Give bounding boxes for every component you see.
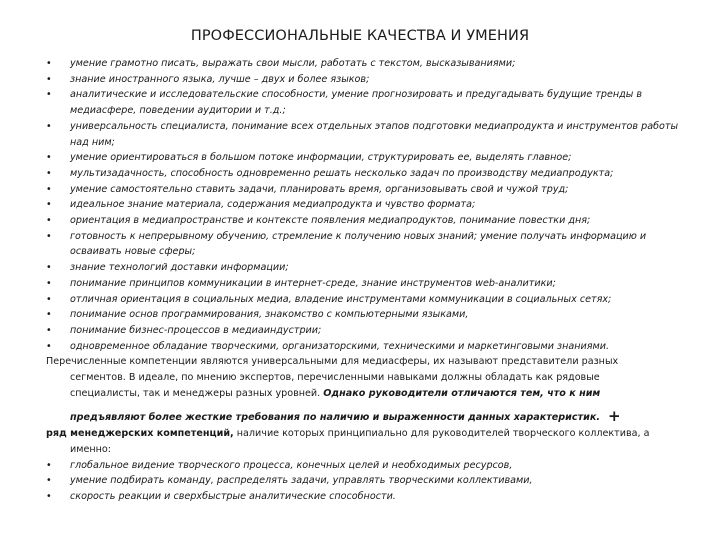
- item-text: умение самостоятельно ставить задачи, планировать время, организовывать свой и чужой труд;: [70, 183, 569, 195]
- bullet-icon: •: [46, 293, 52, 305]
- list-item: [46, 197, 694, 213]
- list-item: [46, 150, 694, 166]
- item-text: универсальность специалиста, понимание всех отдельных этапов подготовки медиапродукта и инструментов работы над ним;: [70, 120, 679, 148]
- list-item: [46, 260, 694, 276]
- bullet-icon: •: [46, 58, 52, 69]
- bullet-icon: •: [46, 309, 52, 321]
- emphasis-text: ряд менеджерских компетенций,: [46, 428, 234, 440]
- list-item: [46, 119, 694, 150]
- item-text: понимание основ программирования, знакомство с компьютерными языками,: [70, 309, 469, 321]
- item-text: знание иностранного языка, лучше – двух и более языков;: [70, 73, 370, 85]
- emphasis-text: предъявляют более жесткие требования по наличию и выраженности данных характеристик.: [70, 412, 601, 424]
- list-item: [46, 292, 694, 308]
- emphasis-text: Однако руководители отличаются тем, что к ним: [323, 387, 601, 399]
- bullet-icon: •: [46, 459, 52, 471]
- qualities-list: [46, 56, 694, 505]
- item-text: готовность к непрерывному обучению, стремление к получению новых знаний; умение получать информацию и осваивать новые сферы;: [70, 230, 647, 258]
- list-item: [46, 182, 694, 198]
- bullet-icon: •: [46, 152, 52, 164]
- item-text: умение ориентироваться в большом потоке информации, структурировать ее, выделять главное;: [70, 152, 572, 164]
- paragraph-line: сегментов. В идеале, по мнению экспертов, перечисленными навыками должны обладать как рядовые: [70, 372, 600, 384]
- item-text: идеальное знание материала, содержания медиапродукта и чувство формата;: [70, 199, 476, 211]
- list-item: [46, 87, 694, 118]
- bullet-icon: •: [46, 199, 52, 211]
- item-text: понимание принципов коммуникации в интернет-среде, знание инструментов web-аналитики;: [70, 277, 556, 289]
- list-item: [46, 166, 694, 182]
- list-item: [46, 473, 694, 489]
- list-item: [46, 307, 694, 323]
- item-text: скорость реакции и сверхбыстрые аналитические способности.: [70, 490, 396, 502]
- list-item: [46, 458, 694, 474]
- bullet-icon: •: [46, 230, 52, 242]
- item-text: аналитические и исследовательские способности, умение прогнозировать и предугадывать будущие тренды в медиасфере, поведении аудитории и т.д.;: [70, 89, 643, 117]
- list-item: [46, 72, 694, 88]
- item-text: глобальное видение творческого процесса, конечных целей и необходимых ресурсов,: [70, 459, 513, 471]
- bullet-icon: •: [46, 73, 52, 85]
- paragraph-line: Перечисленные компетенции являются универсальными для медиасферы, их называют представители разных: [46, 356, 619, 368]
- bullet-icon: •: [46, 120, 52, 132]
- bullet-icon: •: [46, 89, 52, 101]
- item-text: отличная ориентация в социальных медиа, владение инструментами коммуникации в социальных сетях;: [70, 293, 612, 305]
- list-item: [46, 339, 694, 355]
- competence-paragraph: [46, 354, 694, 457]
- bullet-icon: •: [46, 324, 52, 336]
- bullet-icon: •: [46, 490, 52, 502]
- item-text: понимание бизнес-процессов в медиаиндустрии;: [70, 324, 322, 336]
- item-text: мультизадачность, способность одновременно решать несколько задач по производству медиапродукта;: [70, 167, 614, 179]
- item-text: знание технологий доставки информации;: [70, 262, 289, 274]
- page-title: ПРОФЕССИОНАЛЬНЫЕ КАЧЕСТВА И УМЕНИЯ: [190, 28, 530, 44]
- list-item: [46, 276, 694, 292]
- paragraph-text: наличие которых принципиально для руководителей творческого коллектива, а: [236, 428, 650, 440]
- bullet-icon: •: [46, 167, 52, 179]
- bullet-icon: •: [46, 215, 52, 227]
- bullet-icon: •: [46, 262, 52, 274]
- item-text: умение грамотно писать, выражать свои мысли, работать с текстом, высказываниями;: [70, 58, 516, 69]
- item-text: одновременное обладание творческими, организаторскими, техническими и маркетинговыми знаниями.: [70, 340, 610, 352]
- list-item: [46, 489, 694, 505]
- bullet-icon: •: [46, 475, 52, 487]
- list-item: [46, 56, 694, 72]
- paragraph-text: специалисты, так и менеджеры разных уровней.: [70, 387, 321, 399]
- item-text: умение подбирать команду, распределять задачи, управлять творческими коллективами,: [70, 475, 533, 487]
- list-item: [46, 213, 694, 229]
- paragraph-line: именно:: [70, 443, 112, 455]
- plus-icon: +: [608, 407, 621, 426]
- item-text: ориентация в медиапространстве и контексте появления медиапродуктов, понимание повестки дня;: [70, 215, 591, 227]
- paragraph-line: [46, 386, 694, 402]
- bullet-icon: •: [46, 340, 52, 352]
- list-item: [46, 323, 694, 339]
- paragraph-line: [46, 409, 694, 426]
- paragraph-line: [46, 426, 694, 442]
- list-item: [46, 229, 694, 260]
- bullet-icon: •: [46, 277, 52, 289]
- bullet-icon: •: [46, 183, 52, 195]
